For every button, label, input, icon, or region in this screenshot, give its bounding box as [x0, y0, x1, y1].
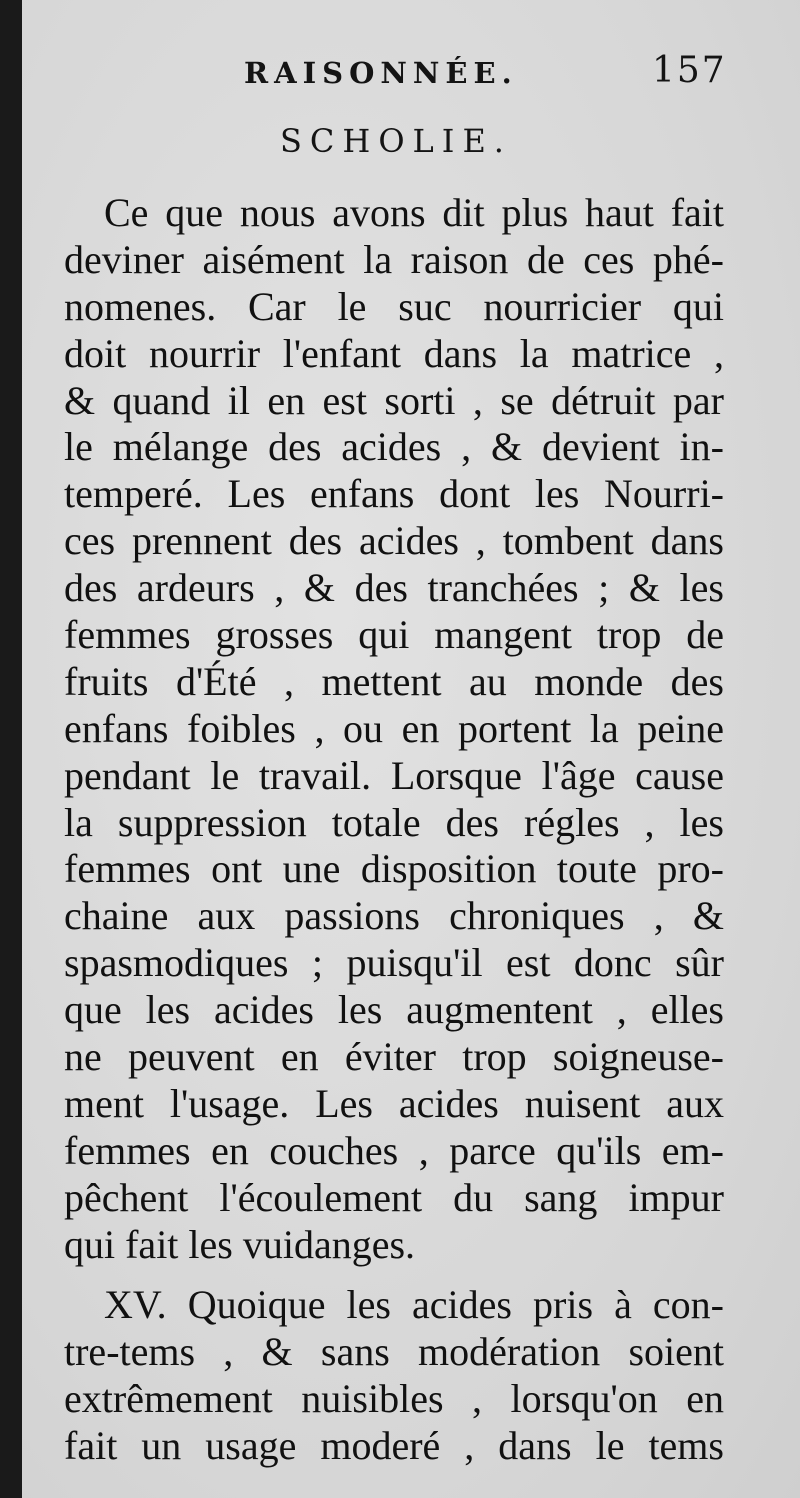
text-line: Ce que nous avons dit plus haut fait	[104, 190, 724, 235]
running-head-title: RAISONNÉE.	[244, 56, 518, 90]
text-line: ne peuvent en éviter trop soigneuse-	[64, 1034, 724, 1080]
text-line: tre-tems , & sans modération soient	[64, 1329, 724, 1375]
text-line: XV. Quoique les acides pris à con-	[104, 1282, 724, 1328]
text-line: pendant le travail. Lorsque l'âge cause	[64, 752, 724, 798]
text-line: des ardeurs , & des tranchées ; & les	[64, 565, 724, 611]
section-title: SCHOLIE.	[280, 122, 512, 160]
text-line: la suppression totale des régles , les	[64, 799, 724, 845]
text-line: deviner aisément la raison de ces phé-	[64, 236, 724, 282]
text-line: femmes ont une disposition toute pro-	[64, 846, 724, 892]
paragraph-xv	[64, 1282, 724, 1470]
text-line: femmes grosses qui mangent trop de	[64, 612, 724, 658]
text-line: nomenes. Car le suc nourricier qui	[64, 283, 724, 329]
text-line: spasmodiques ; puisqu'il est donc sûr	[64, 940, 724, 986]
running-head	[22, 50, 800, 100]
text-line: doit nourrir l'enfant dans la matrice ,	[64, 330, 724, 376]
text-line: femmes en couches , parce qu'ils em-	[64, 1127, 724, 1173]
text-line: que les acides les augmentent , elles	[64, 987, 724, 1033]
text-line: pêchent l'écoulement du sang impur	[64, 1174, 724, 1220]
paragraph-scholie	[64, 190, 724, 1268]
text-line: temperé. Les enfans dont les Nourri-	[64, 471, 724, 517]
book-page	[22, 0, 800, 1498]
body-text	[64, 190, 724, 1470]
text-line: ces prennent des acides , tombent dans	[64, 518, 724, 564]
text-line: ment l'usage. Les acides nuisent aux	[64, 1080, 724, 1126]
text-line: extrêmement nuisibles , lorsqu'on en	[64, 1376, 724, 1422]
text-line: chaine aux passions chroniques , &	[64, 893, 724, 939]
text-line: & quand il en est sorti , se détruit par	[64, 377, 724, 423]
text-line: fait un usage moderé , dans le tems	[64, 1423, 724, 1469]
page-number: 157	[652, 50, 727, 91]
text-line: enfans foibles , ou en portent la peine	[64, 705, 724, 751]
text-line: le mélange des acides , & devient in-	[64, 424, 724, 470]
text-line: qui fait les vuidanges.	[64, 1221, 416, 1267]
text-line: fruits d'Été , mettent au monde des	[64, 658, 724, 704]
